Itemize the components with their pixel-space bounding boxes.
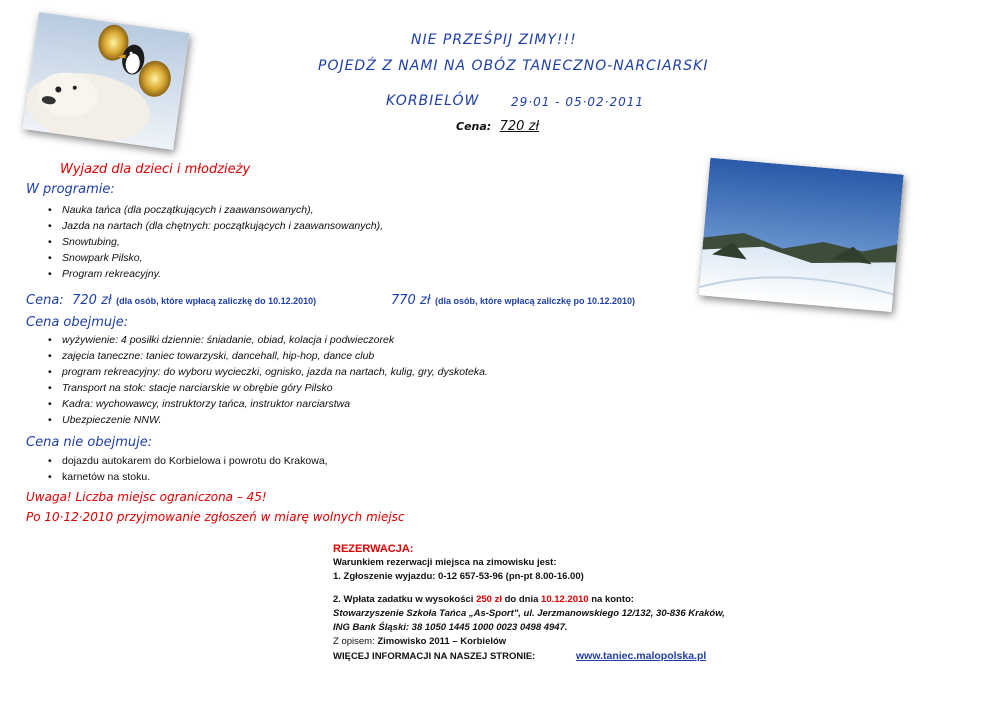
list-item: • Snowpark Pilsko, xyxy=(44,250,383,266)
limit-notice: Uwaga! Liczba miejsc ograniczona – 45! xyxy=(26,490,267,504)
includes-heading: Cena obejmuje: xyxy=(26,315,129,330)
memo-value: Zimowisko 2011 – Korbielów xyxy=(377,636,507,647)
deposit-amount: 250 zł xyxy=(476,594,502,605)
target-group: Wyjazd dla dzieci i młodzieży xyxy=(60,162,251,177)
list-item: • program rekreacyjny: do wyboru wycieczki, ognisko, jazda na nartach, kulig, gry, dyskoteka. xyxy=(44,364,488,380)
list-item: • dojazdu autokarem do Korbielowa i powrotu do Krakowa, xyxy=(44,453,328,469)
program-list xyxy=(44,202,383,282)
list-item: • Nauka tańca (dla początkujących i zaawansowanych), xyxy=(44,202,383,218)
reservation-heading: REZERWACJA: xyxy=(333,543,414,555)
list-item: • Program rekreacyjny. xyxy=(44,266,383,282)
price-late-note: (dla osób, które wpłacą zaliczkę po 10.12.2010) xyxy=(434,296,636,306)
list-item: • karnetów na stoku. xyxy=(44,469,328,485)
price-early: 720 zł xyxy=(72,293,112,308)
header-price-value: 720 zł xyxy=(499,119,540,134)
step2-suffix: na konto: xyxy=(591,594,634,605)
list-item: • Snowtubing, xyxy=(44,234,383,250)
header-price-label: Cena: xyxy=(456,120,492,133)
includes-list xyxy=(44,332,488,428)
more-info-label: WIĘCEJ INFORMACJI NA NASZEJ STRONIE: xyxy=(333,651,536,662)
list-item: • Kadra: wychowawcy, instruktorzy tańca, instruktor narciarstwa xyxy=(44,396,488,412)
list-item: • wyżywienie: 4 posiłki dziennie: śniadanie, obiad, kolacja i podwieczorek xyxy=(44,332,488,348)
list-item: • Transport na stok: stacje narciarskie w obrębie góry Pilsko xyxy=(44,380,488,396)
place-name: KORBIELÓW xyxy=(386,93,480,109)
more-info-line xyxy=(333,649,725,664)
price-early-note: (dla osób, które wpłacą zaliczkę do 10.12.2010) xyxy=(116,296,317,306)
header-price xyxy=(456,117,539,135)
program-heading: W programie: xyxy=(26,182,115,197)
bank-account: ING Bank Śląski: 38 1050 1445 1000 0023 0498 4947. xyxy=(333,622,568,633)
pricing-label: Cena: xyxy=(26,293,64,308)
website-link[interactable]: www.taniec.malopolska.pl xyxy=(575,650,707,662)
pricing-line xyxy=(26,291,316,309)
polar-bear-photo xyxy=(23,12,190,150)
list-item: • Jazda na nartach (dla chętnych: początkujących i zaawansowanych), xyxy=(44,218,383,234)
excludes-heading: Cena nie obejmuje: xyxy=(26,435,153,450)
subheadline: POJEDŹ Z NAMI NA OBÓZ TANECZNO-NARCIARSKI xyxy=(318,58,709,74)
headline: NIE PRZEŚPIJ ZIMY!!! xyxy=(411,32,577,48)
late-registration-notice: Po 10·12·2010 przyjmowanie zgłoszeń w miarę wolnych miejsc xyxy=(26,510,405,524)
reservation-block xyxy=(333,542,725,664)
reservation-step-2 xyxy=(333,593,725,607)
reservation-step-1: 1. Zgłoszenie wyjazdu: 0-12 657-53-96 (pn-pt 8.00-16.00) xyxy=(333,571,584,582)
excludes-list xyxy=(44,453,328,485)
transfer-memo xyxy=(333,635,725,649)
list-item: • zajęcia taneczne: taniec towarzyski, dancehall, hip-hop, dance club xyxy=(44,348,488,364)
ski-slope-photo xyxy=(698,158,903,312)
step2-mid: do dnia xyxy=(504,594,539,605)
step2-prefix: 2. Wpłata zadatku w wysokości xyxy=(333,594,474,605)
trip-dates: 29·01 - 05·02·2011 xyxy=(511,95,645,109)
pricing-late xyxy=(391,291,635,309)
deposit-deadline: 10.12.2010 xyxy=(541,594,589,605)
price-late: 770 zł xyxy=(391,293,431,308)
reservation-condition: Warunkiem rezerwacji miejsca na zimowisku jest: xyxy=(333,557,557,568)
list-item: • Ubezpieczenie NNW. xyxy=(44,412,488,428)
memo-label: Z opisem: xyxy=(333,636,375,647)
account-holder: Stowarzyszenie Szkoła Tańca „As-Sport", ul. Jerzmanowskiego 12/132, 30-836 Kraków, xyxy=(333,608,725,619)
